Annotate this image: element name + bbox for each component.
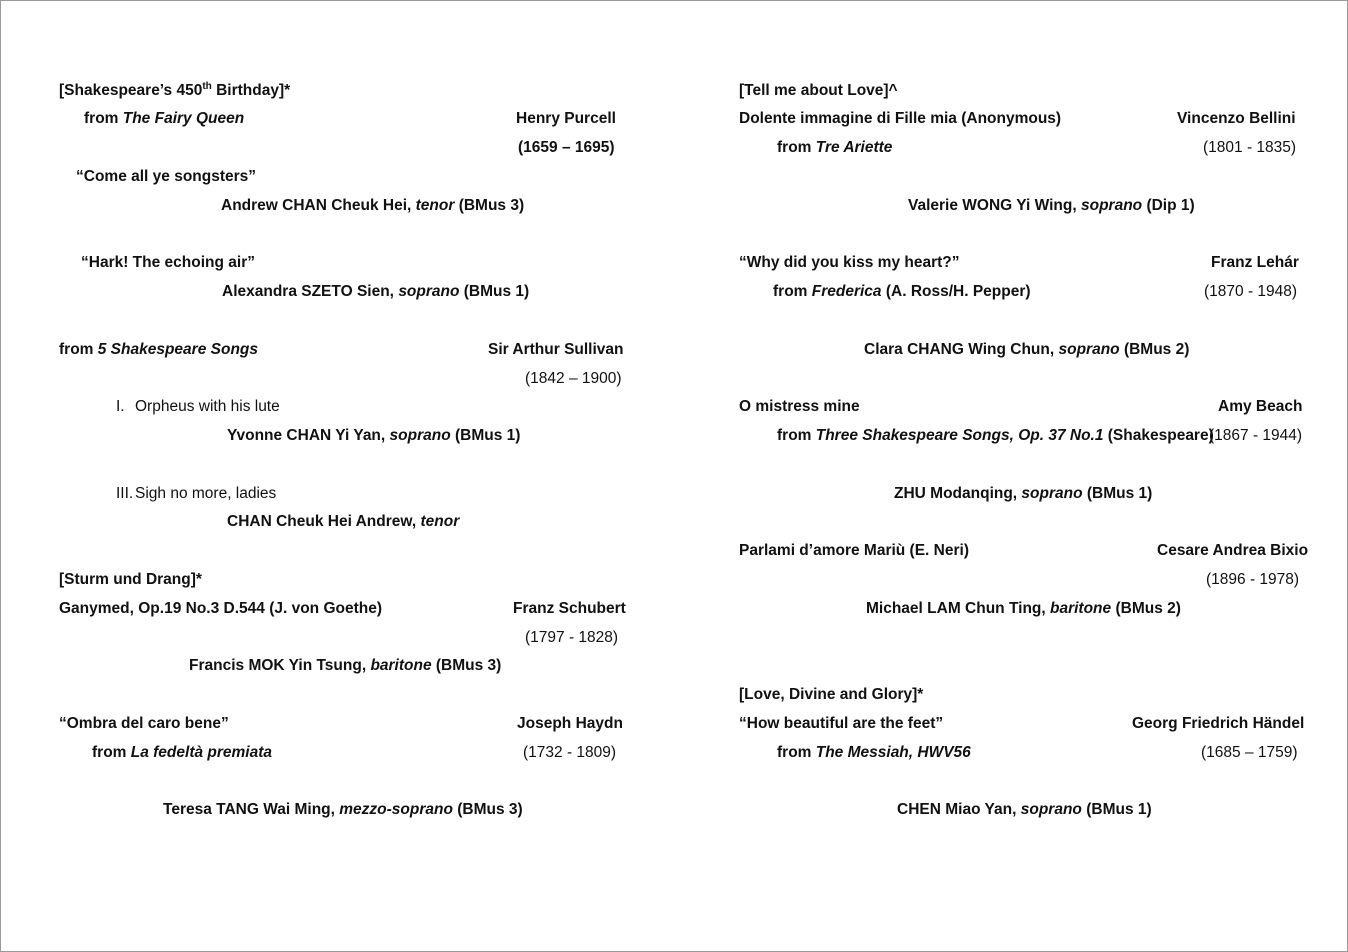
performer-feet: CHEN Miao Yan, soprano (BMus 1): [897, 801, 1152, 818]
song-title-ombra: “Ombra del caro bene”: [59, 715, 229, 732]
song-title-come-all: “Come all ye songsters”: [76, 168, 257, 185]
section-heading-shakespeare: [Shakespeare’s 450th Birthday]*: [59, 80, 291, 99]
work-source-shakespeare-songs: from 5 Shakespeare Songs: [59, 341, 258, 358]
composer-dates-handel: (1685 – 1759): [1201, 744, 1298, 761]
song-title-feet: “How beautiful are the feet”: [739, 715, 944, 732]
composer-dates-sullivan: (1842 – 1900): [525, 370, 622, 387]
song-title-ganymed: Ganymed, Op.19 No.3 D.544 (J. von Goethe): [59, 600, 383, 617]
performer-kiss: Clara CHANG Wing Chun, soprano (BMus 2): [864, 341, 1190, 358]
work-source-tre-ariette: from Tre Ariette: [777, 139, 893, 156]
song-title-mistress: O mistress mine: [739, 398, 860, 415]
composer-dates-haydn: (1732 - 1809): [523, 744, 617, 761]
work-source-fedelta: from La fedeltà premiata: [92, 744, 273, 761]
composer-dates-bellini: (1801 - 1835): [1203, 139, 1297, 156]
work-source-messiah: from The Messiah, HWV56: [777, 744, 971, 761]
work-source-frederica: from Frederica (A. Ross/H. Pepper): [773, 283, 1031, 300]
song-title-parlami: Parlami d’amore Mariù (E. Neri): [739, 542, 969, 559]
performer-ganymed: Francis MOK Yin Tsung, baritone (BMus 3): [189, 657, 502, 674]
composer-purcell: Henry Purcell: [516, 110, 616, 127]
composer-dates-bixio: (1896 - 1978): [1206, 571, 1300, 588]
song-title-dolente: Dolente immagine di Fille mia (Anonymous): [739, 110, 1062, 127]
movement-numeral-1: I.: [116, 398, 125, 415]
composer-beach: Amy Beach: [1218, 398, 1303, 415]
composer-sullivan: Sir Arthur Sullivan: [488, 341, 624, 358]
composer-dates-lehar: (1870 - 1948): [1204, 283, 1298, 300]
performer-ombra: Teresa TANG Wai Ming, mezzo-soprano (BMus 3): [163, 801, 523, 818]
song-title-hark: “Hark! The echoing air”: [81, 254, 255, 271]
composer-dates-purcell: (1659 – 1695): [518, 139, 615, 156]
song-title-orpheus: Orpheus with his lute: [135, 398, 280, 415]
composer-bellini: Vincenzo Bellini: [1177, 110, 1296, 127]
movement-numeral-3: III.: [116, 485, 134, 502]
composer-schubert: Franz Schubert: [513, 600, 626, 617]
performer-come-all: Andrew CHAN Cheuk Hei, tenor (BMus 3): [221, 197, 525, 214]
composer-haydn: Joseph Haydn: [517, 715, 623, 732]
work-source-three-shakespeare: from Three Shakespeare Songs, Op. 37 No.1 (Shakespeare): [777, 427, 1214, 444]
performer-mistress: ZHU Modanqing, soprano (BMus 1): [894, 485, 1153, 502]
performer-dolente: Valerie WONG Yi Wing, soprano (Dip 1): [908, 197, 1195, 214]
song-title-kiss: “Why did you kiss my heart?”: [739, 254, 960, 271]
performer-hark: Alexandra SZETO Sien, soprano (BMus 1): [222, 283, 530, 300]
composer-handel: Georg Friedrich Händel: [1132, 715, 1305, 732]
section-heading-glory: [Love, Divine and Glory]*: [739, 686, 924, 703]
composer-lehar: Franz Lehár: [1211, 254, 1299, 271]
composer-dates-schubert: (1797 - 1828): [525, 629, 619, 646]
composer-dates-beach: (1867 - 1944): [1209, 427, 1303, 444]
performer-sigh: CHAN Cheuk Hei Andrew, tenor: [227, 513, 460, 530]
performer-parlami: Michael LAM Chun Ting, baritone (BMus 2): [866, 600, 1181, 617]
performer-orpheus: Yvonne CHAN Yi Yan, soprano (BMus 1): [227, 427, 521, 444]
work-source-fairy-queen: from The Fairy Queen: [84, 110, 245, 127]
composer-bixio: Cesare Andrea Bixio: [1157, 542, 1309, 559]
section-heading-sturm: [Sturm und Drang]*: [59, 571, 202, 588]
song-title-sigh: Sigh no more, ladies: [135, 485, 277, 502]
section-heading-love: [Tell me about Love]^: [739, 82, 898, 99]
